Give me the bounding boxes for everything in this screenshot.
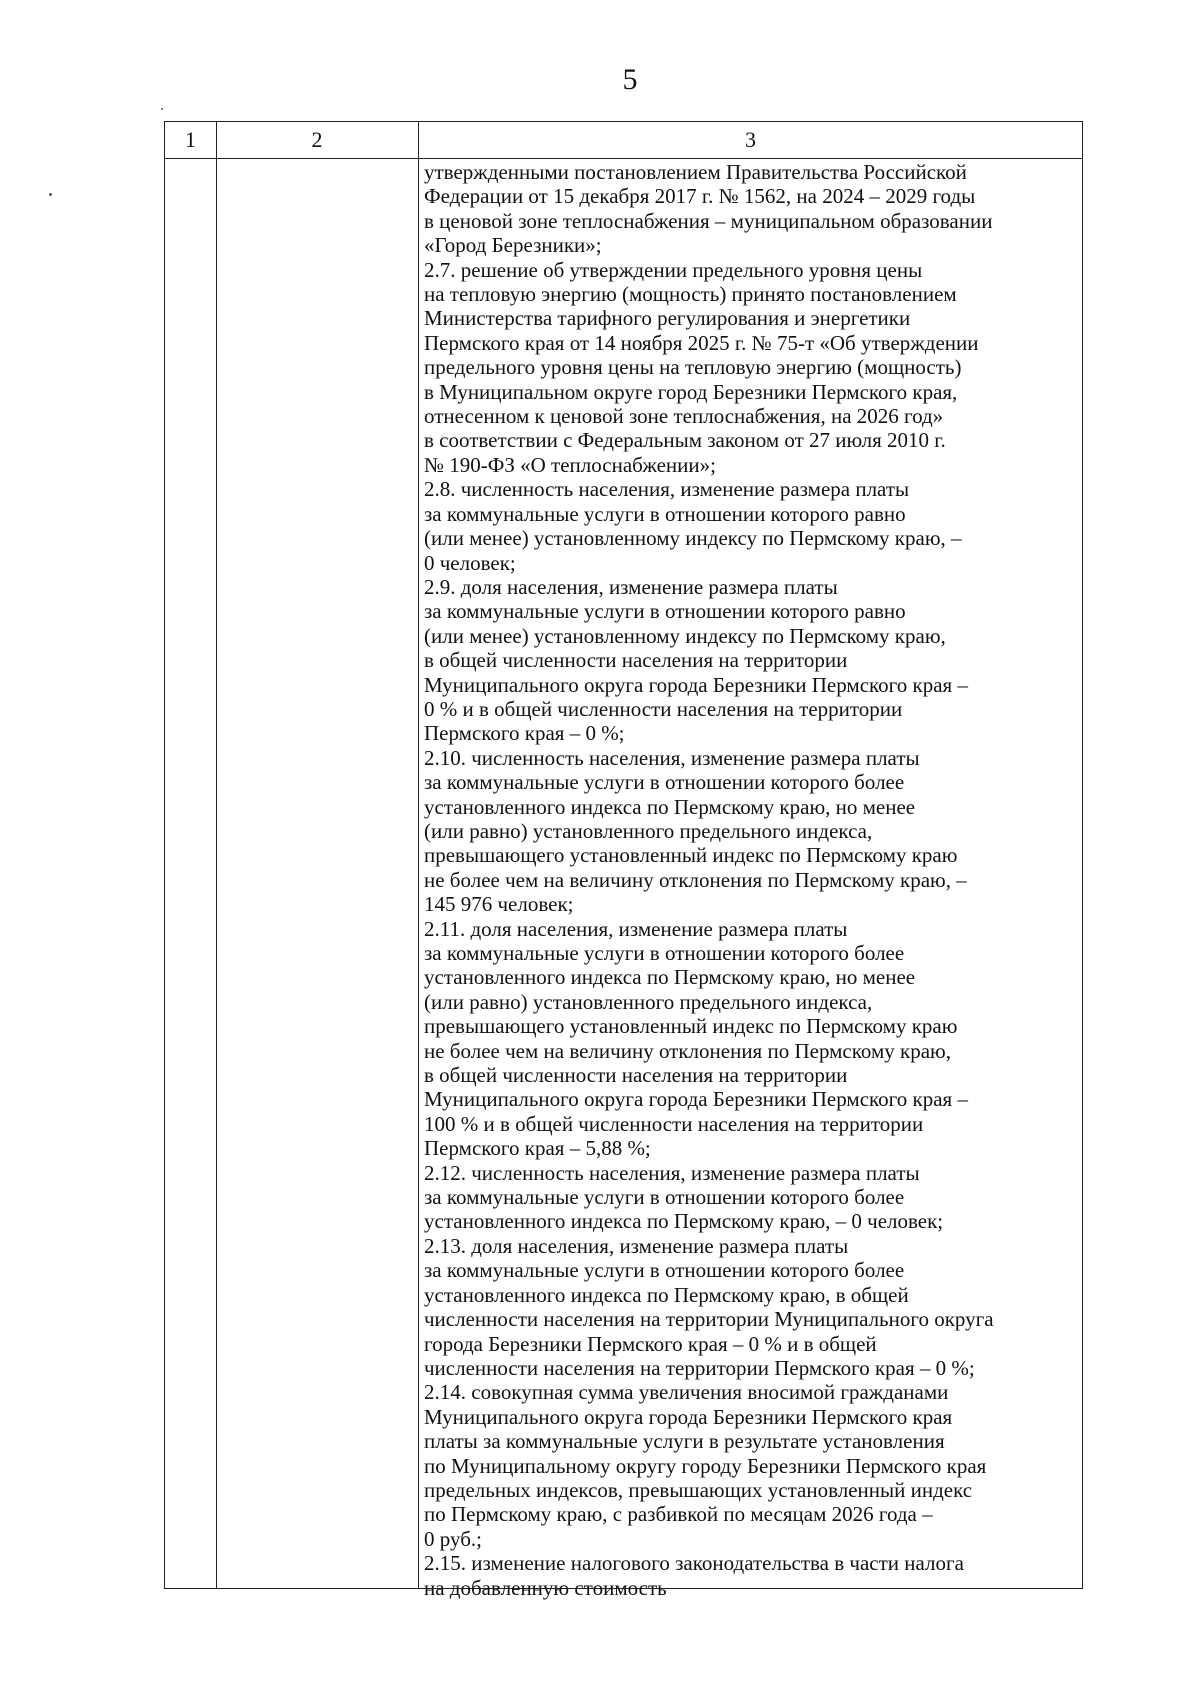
scan-speck [49,193,52,196]
text-line: 2.9. доля населения, изменение размера платы [424,574,838,599]
text-line: установленного индекса по Пермскому краю, но менее [424,794,916,819]
header-divider [165,158,1082,159]
text-line: утвержденными постановлением Правительства Российской [424,160,967,184]
text-line: (или равно) установленного предельного индекса, [424,989,873,1014]
scan-speck [161,108,163,110]
text-line: 100 % и в общей численности населения на территории [424,1111,924,1136]
text-line: за коммунальные услуги в отношении которого более [424,941,905,965]
text-line: установленного индекса по Пермскому краю, – 0 человек; [424,1209,944,1234]
text-line: предельных индексов, превышающих установленный индекс [424,1477,973,1502]
column-3-cell-text [424,160,1079,1600]
text-line: 2.12. численность населения, изменение размера платы [424,1160,920,1185]
column-header-3: 3 [745,127,756,152]
text-line: на тепловую энергию (мощность) принято постановлением [424,282,957,307]
text-line: 2.11. доля населения, изменение размера платы [424,916,848,941]
text-line: превышающего установленный индекс по Пермскому краю [424,1014,958,1039]
text-line: (или равно) установленного предельного индекса, [424,818,873,843]
text-line: 0 % и в общей численности населения на территории [424,696,903,721]
page-number: 5 [622,63,638,96]
text-line: 0 человек; [424,550,516,575]
text-line: за коммунальные услуги в отношении которого более [424,1258,905,1283]
text-line: по Пермскому краю, с разбивкой по месяцам 2026 года – [424,1502,933,1527]
text-line: Министерства тарифного регулирования и энергетики [424,306,911,331]
text-line: за коммунальные услуги в отношении которого равно [424,501,906,526]
text-line: численности населения на территории Пермского края – 0 %; [424,1355,975,1380]
text-line: по Муниципальному округу городу Березники Пермского края [424,1453,987,1478]
column-header-1: 1 [185,127,196,152]
text-line: установленного индекса по Пермскому краю, но менее [424,965,916,990]
text-line: 2.10. численность населения, изменение размера платы [424,745,920,770]
text-line: за коммунальные услуги в отношении которого более [424,1185,905,1210]
column-divider [418,122,419,1588]
column-header-2: 2 [311,127,323,152]
text-line: установленного индекса по Пермскому краю, в общей [424,1282,909,1307]
text-line: 145 976 человек; [424,892,574,917]
text-line: предельного уровня цены на тепловую энергию (мощность) [424,355,962,380]
text-line: города Березники Пермского края – 0 % и в общей [424,1331,877,1356]
text-line: в общей численности населения на территории [424,1063,848,1088]
text-line: на добавленную стоимость [424,1575,667,1600]
text-line: Пермского края от 14 ноября 2025 г. № 75-т «Об утверждении [424,330,979,355]
text-line: «Город Березники»; [424,233,602,258]
text-line: 2.14. совокупная сумма увеличения вносимой гражданами [424,1380,949,1405]
text-line: не более чем на величину отклонения по Пермскому краю, [424,1038,951,1063]
text-line: превышающего установленный индекс по Пермскому краю [424,843,958,868]
text-line: Муниципального округа города Березники Пермского края [424,1404,953,1429]
text-line: платы за коммунальные услуги в результате установления [424,1429,945,1454]
text-line: 2.15. изменение налогового законодательства в части налога [424,1551,964,1576]
text-line: численности населения на территории Муниципального округа [424,1307,994,1332]
column-divider [216,122,217,1588]
text-line: Федерации от 15 декабря 2017 г. № 1562, на 2024 – 2029 годы [424,184,976,209]
text-line: № 190-ФЗ «О теплоснабжении»; [424,452,716,477]
text-line: не более чем на величину отклонения по Пермскому краю, – [424,867,967,892]
text-line: Пермского края – 5,88 %; [424,1136,651,1161]
text-line: в Муниципальном округе город Березники Пермского края, [424,379,958,404]
text-line: 2.13. доля населения, изменение размера платы [424,1233,849,1258]
text-line: за коммунальные услуги в отношении которого более [424,770,905,795]
text-line: 2.8. численность населения, изменение размера платы [424,477,910,502]
text-line: 2.7. решение об утверждении предельного уровня цены [424,257,923,282]
text-line: в общей численности населения на территории [424,648,848,673]
text-line: 0 руб.; [424,1526,482,1551]
text-line: за коммунальные услуги в отношении которого равно [424,599,906,624]
data-table [164,121,1083,1600]
text-line: Муниципального округа города Березники Пермского края – [424,672,968,697]
text-line: в соответствии с Федеральным законом от 27 июля 2010 г. [424,428,946,453]
text-line: отнесенном к ценовой зоне теплоснабжения, на 2026 год» [424,404,944,429]
text-line: в ценовой зоне теплоснабжения – муниципальном образовании [424,208,993,233]
text-line: (или менее) установленному индексу по Пермскому краю, – [424,526,962,551]
text-line: Пермского края – 0 %; [424,721,625,746]
text-line: (или менее) установленному индексу по Пермскому краю, [424,623,946,648]
text-line: Муниципального округа города Березники Пермского края – [424,1087,968,1112]
